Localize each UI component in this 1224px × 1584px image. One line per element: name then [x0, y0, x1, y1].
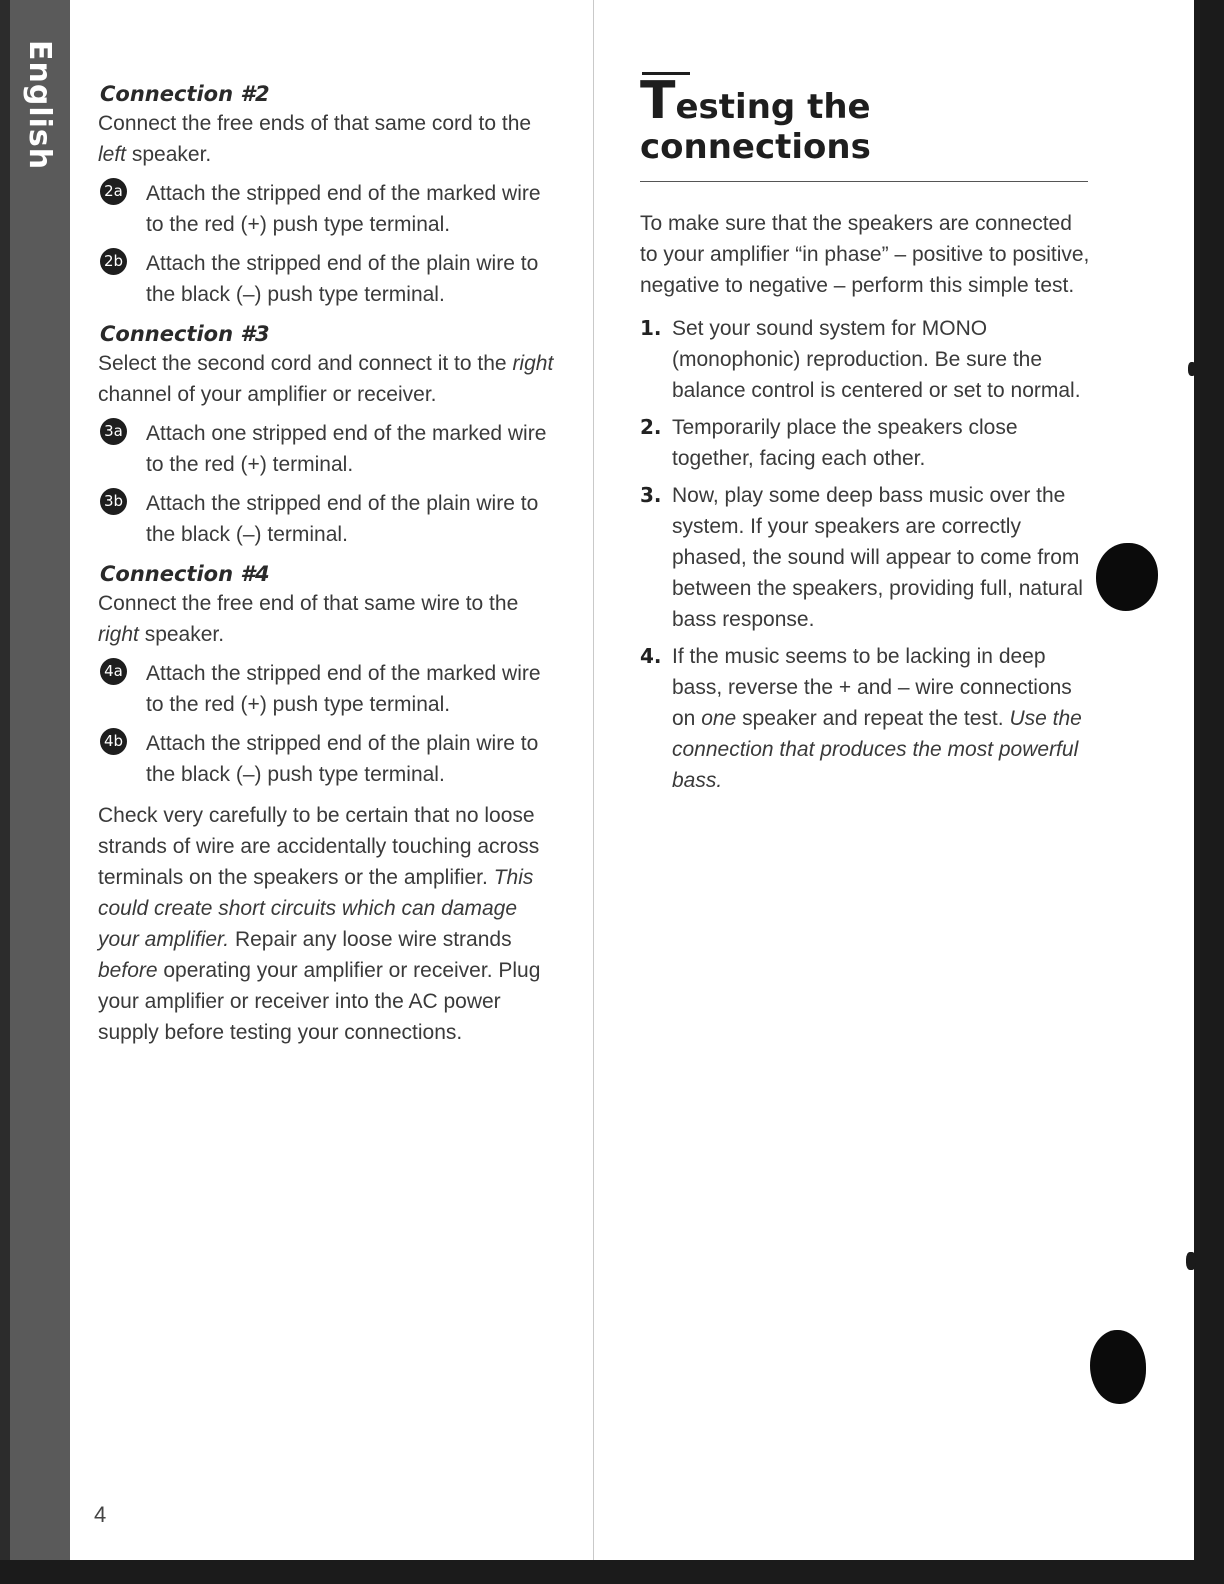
step-emphasis: one: [701, 707, 737, 730]
connection-2-intro: [98, 108, 558, 170]
intro-text-end: channel of your amplifier or receiver.: [98, 383, 437, 406]
step-text: Attach the stripped end of the plain wire to the black (–) push type terminal.: [146, 732, 539, 786]
intro-text-end: speaker.: [138, 623, 225, 646]
closing-emphasis: before: [98, 959, 158, 982]
language-tab-label: English: [22, 40, 57, 171]
step-4b: [98, 728, 558, 790]
step-text-part: If the music seems to be lacking in deep bass, reverse the + and – wire connections on: [672, 645, 1072, 730]
closing-text: Check very carefully to be certain that no loose strands of wire are accidentally touching across terminals on the speakers or the amplifier.: [98, 804, 540, 889]
step-4a: [98, 658, 558, 720]
connection-4-section: [98, 560, 558, 790]
step-3b: [98, 488, 558, 550]
step-text-part: speaker and repeat the test.: [736, 707, 1010, 730]
connection-3-section: [98, 320, 558, 550]
step-2b: [98, 248, 558, 310]
step-number: 2.: [640, 415, 662, 439]
closing-warning: This could create short circuits which can damage your amplifier.: [98, 866, 534, 951]
page-edge-bottom: [0, 1560, 1224, 1584]
step-text: Temporarily place the speakers close together, facing each other.: [672, 416, 1018, 470]
title-divider: [640, 181, 1088, 182]
connection-2-section: [98, 80, 558, 310]
title-dropcap: T: [640, 71, 676, 131]
title-line-2: connections: [640, 127, 871, 167]
intro-emphasis: right: [512, 352, 554, 375]
punch-hole-mark: [1090, 1330, 1146, 1404]
step-text: Attach the stripped end of the plain wire to the black (–) terminal.: [146, 492, 539, 546]
step-text: Attach the stripped end of the marked wire to the red (+) push type terminal.: [146, 662, 541, 716]
connection-4-heading: Connection #4: [100, 562, 270, 586]
step-advice: Use the connection that produces the most powerful bass.: [672, 707, 1082, 792]
right-column: [640, 66, 1090, 802]
testing-steps-list: [640, 313, 1090, 796]
step-badge-icon: 3b: [100, 488, 127, 515]
testing-step-4: [640, 641, 1090, 796]
testing-step-2: [640, 412, 1090, 474]
step-badge-icon: 2a: [100, 178, 127, 205]
language-tab: [10, 0, 70, 1560]
page-edge-right: [1194, 0, 1224, 1584]
intro-text-end: speaker.: [126, 143, 212, 166]
step-badge-icon: 3a: [100, 418, 127, 445]
page-number: 4: [94, 1502, 107, 1527]
intro-text: Connect the free ends of that same cord to the: [98, 112, 532, 135]
step-text: [672, 645, 1082, 792]
closing-paragraph: [98, 800, 558, 1048]
edge-nick: [1186, 1252, 1196, 1270]
closing-text: Repair any loose wire strands: [229, 928, 512, 951]
closing-text: operating your amplifier or receiver. Plug your amplifier or receiver into the AC power supply before testing your connections.: [98, 959, 541, 1044]
intro-emphasis: right: [98, 623, 139, 646]
intro-text: Connect the free end of that same wire to the: [98, 592, 519, 615]
step-text: Attach the stripped end of the plain wire to the black (–) push type terminal.: [146, 252, 539, 306]
connection-2-heading: Connection #2: [100, 82, 270, 106]
page-edge-left: [0, 0, 10, 1584]
connection-4-intro: [98, 588, 558, 650]
step-badge-icon: 4a: [100, 658, 127, 685]
step-number: 1.: [640, 316, 662, 340]
step-text: Now, play some deep bass music over the system. If your speakers are correctly phased, the sound will appear to come from between the speakers, providing full, natural bass response.: [672, 484, 1083, 631]
section-title: [640, 71, 1090, 167]
step-3a: [98, 418, 558, 480]
page-fold-line: [593, 0, 594, 1560]
step-text: Set your sound system for MONO (monophonic) reproduction. Be sure the balance control is centered or set to normal.: [672, 317, 1081, 402]
step-text: Attach the stripped end of the marked wire to the red (+) push type terminal.: [146, 182, 541, 236]
step-badge-icon: 2b: [100, 248, 127, 275]
step-2a: [98, 178, 558, 240]
testing-step-3: [640, 480, 1090, 635]
step-text: Attach one stripped end of the marked wire to the red (+) terminal.: [146, 422, 547, 476]
step-badge-icon: 4b: [100, 728, 127, 755]
testing-intro: To make sure that the speakers are connected to your amplifier “in phase” – positive to positive, negative to negative – perform this simple test.: [640, 212, 1090, 297]
connection-3-heading: Connection #3: [100, 322, 270, 346]
left-column: [98, 74, 558, 1048]
intro-text: Select the second cord and connect it to the: [98, 352, 513, 375]
title-line-1: esting the: [675, 87, 871, 127]
connection-3-intro: [98, 348, 558, 410]
step-number: 3.: [640, 483, 662, 507]
intro-emphasis: left: [98, 143, 127, 166]
edge-nick: [1188, 362, 1196, 376]
step-number: 4.: [640, 644, 662, 668]
testing-step-1: [640, 313, 1090, 406]
punch-hole-mark: [1096, 543, 1158, 611]
